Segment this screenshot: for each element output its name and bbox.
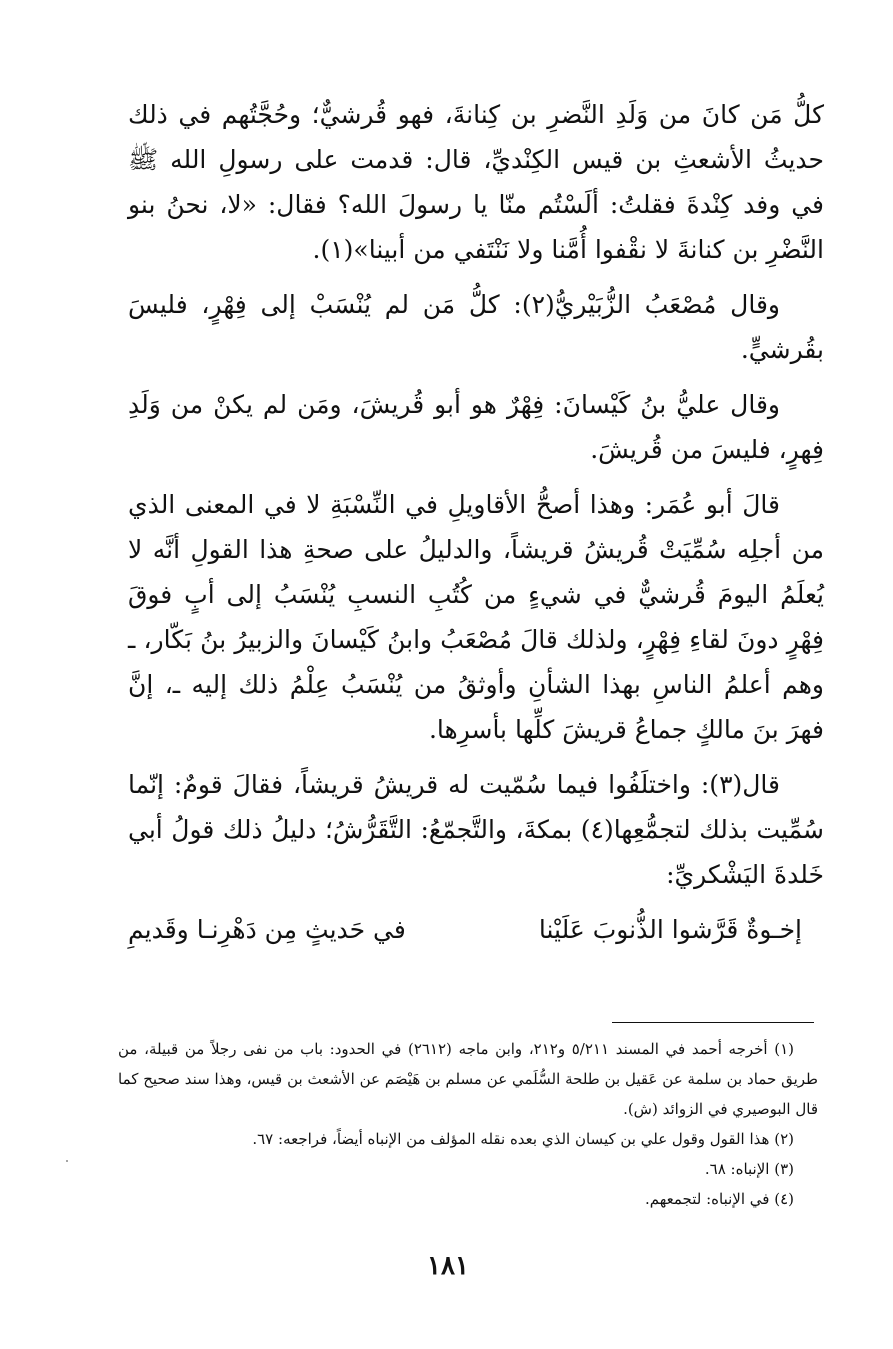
scan-speck — [66, 1160, 68, 1162]
paragraph-naming-reason: قال(٣): واختلَفُوا فيما سُمّيت له قريشُ قريشاً، فقالَ قومٌ: إنّما سُمِّيت بذلك لتجمُّعِها(٤) بمكةَ، والتَّجمّعُ: التَّقَرُّشُ؛ دليلُ ذلك قولُ أبي خَلدةَ اليَشْكريِّ: — [128, 770, 824, 889]
verse-first-hemistich: إخـوةٌ قَرَّشوا الذُّنوبَ عَلَيْنا — [538, 915, 802, 944]
footnotes — [118, 1034, 818, 1214]
verse-second-hemistich: في حَديثٍ مِن دَهْرِنـا وقَديمِ — [128, 915, 406, 944]
footnote-separator — [612, 1022, 814, 1023]
poem-verse — [128, 907, 824, 952]
main-text — [128, 92, 824, 952]
page-number: ١٨١ — [427, 1251, 469, 1281]
paragraph-abu-umar: قالَ أبو عُمَر: وهذا أصحُّ الأقاويلِ في النِّسْبَةِ لا في المعنى الذي من أجلِه سُمِّيَتْ قُريشُ قريشاً، والدليلُ على صحةِ هذا القولِ أنَّه لا يُعلَمُ اليومَ قُرشيٌّ في شيءٍ من كُتُبِ النسبِ يُنْسَبُ إلى أبٍ فوقَ فِهْرٍ دونَ لقاءِ فِهْرٍ، ولذلك قالَ مُصْعَبُ وابنُ كَيْسانَ والزبيرُ بنُ بَكّار، ـ وهم أعلمُ الناسِ بهذا الشأنِ وأوثقُ من يُنْسَبُ عِلْمُ ذلك إليه ـ، إنَّ فهرَ بنَ مالكٍ جماعُ قريشَ كلِّها بأسرِها. — [128, 490, 824, 744]
paragraph-quraysh-definition: كلُّ مَن كانَ من وَلَدِ النَّضرِ بن كِنانةَ، فهو قُرشيٌّ؛ وحُجَّتُهم في ذلك حديثُ الأشعثِ بن قيس الكِنْديِّ، قال: قدمت على رسولِ الله ﷺ في وفد كِنْدةَ فقلتُ: ألَسْتُم منّا يا رسولَ الله؟ فقال: «لا، نحنُ بنو النَّضْرِ بن كنانةَ لا نقْفوا أُمَّنا ولا نَنْتَفي من أبينا»(١). — [128, 100, 824, 264]
paragraph-musab-zubayri: وقال مُصْعَبُ الزُّبَيْريُّ(٢): كلُّ مَن لم يُنْسَبْ إلى فِهْرٍ، فليسَ بقُرشيٍّ. — [128, 290, 824, 364]
paragraph-ali-kaysan: وقال عليُّ بنُ كَيْسانَ: فِهْرٌ هو أبو قُريشَ، ومَن لم يكنْ من وَلَدِ فِهرٍ، فليسَ من قُريشَ. — [128, 390, 824, 464]
footnote-2: (٢) هذا القول وقول علي بن كيسان الذي بعده نقله المؤلف من الإنباه أيضاً، فراجعه: ٦٧. — [252, 1130, 794, 1148]
footnote-3: (٣) الإنباه: ٦٨. — [704, 1160, 794, 1178]
footnote-4: (٤) في الإنباه: لتجمعهم. — [644, 1190, 794, 1208]
footnote-1: (١) أخرجه أحمد في المسند ٥/٢١١ و٢١٢، وابن ماجه (٢٦١٢) في الحدود: باب من نفى رجلاً من قبيلة، من طريق حماد بن سلمة عن عَقيل بن طلحة السُّلَمي عن مسلم بن هَيْصَم عن الأشعث بن قيس، وهذا سند صحيح كما قال البوصيري في الزوائد (ش). — [118, 1040, 818, 1118]
